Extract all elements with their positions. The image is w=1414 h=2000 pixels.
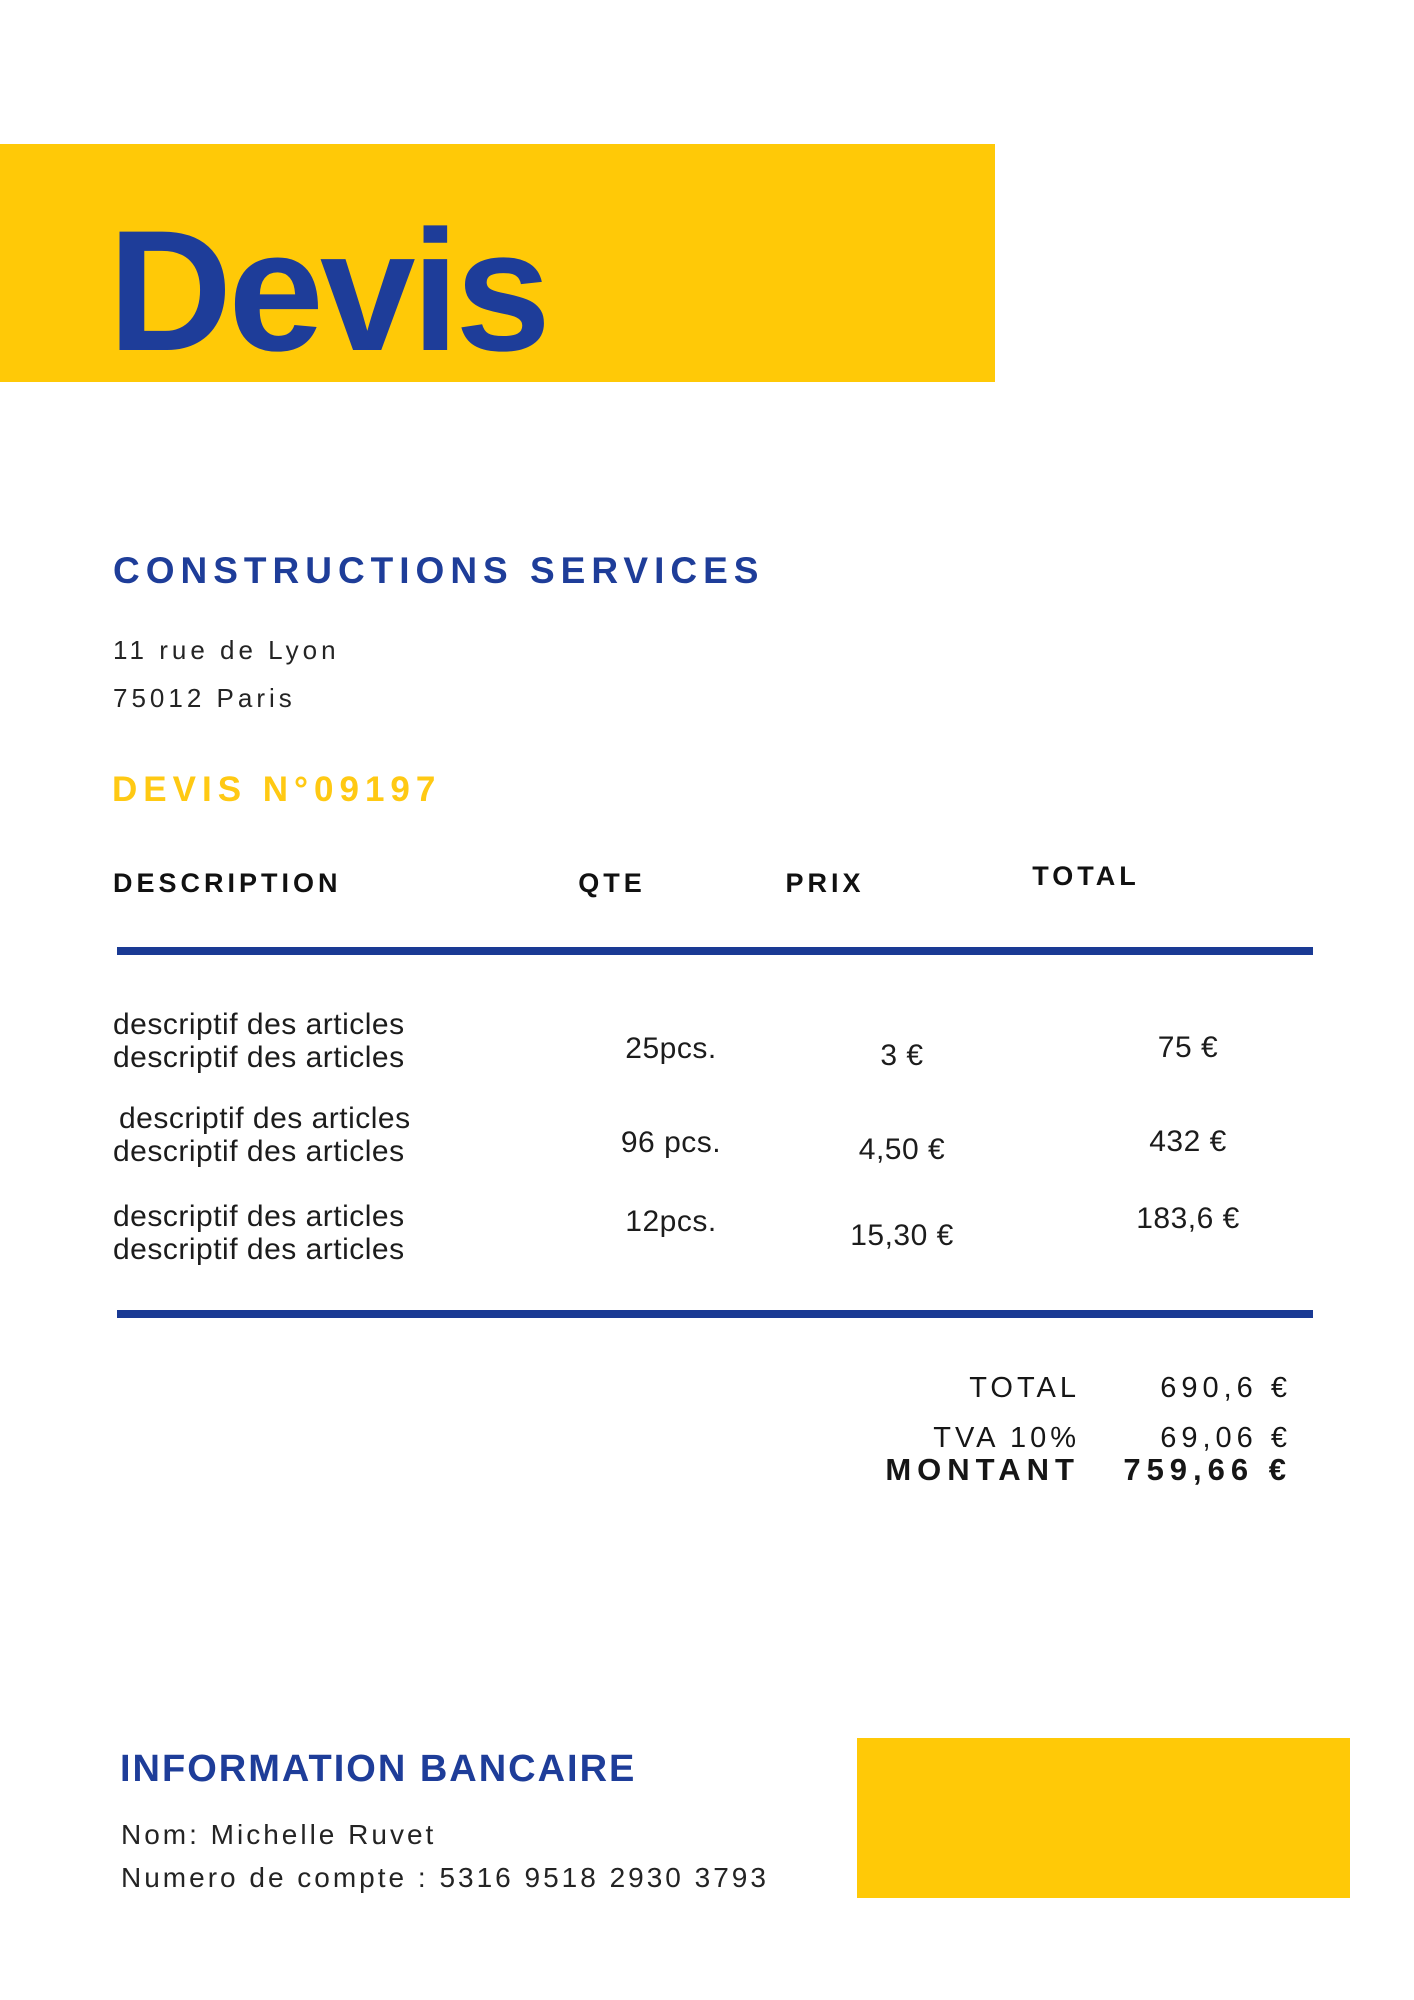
table-row-1-total: 75 € bbox=[1157, 1031, 1219, 1064]
row-description-line: descriptif des articles bbox=[119, 1102, 411, 1135]
company-address-line1: 11 rue de Lyon bbox=[113, 635, 340, 665]
table-bottom-rule bbox=[117, 1310, 1313, 1318]
row-description-line: descriptif des articles bbox=[113, 1200, 405, 1233]
column-header-description: DESCRIPTION bbox=[113, 868, 342, 898]
tax-value: 69,06 € bbox=[1160, 1422, 1292, 1454]
table-row-1-qty: 25pcs. bbox=[625, 1032, 717, 1065]
table-row-2-qty: 96 pcs. bbox=[620, 1126, 722, 1159]
subtotal-label: TOTAL bbox=[969, 1372, 1080, 1404]
table-row-3-total: 183,6 € bbox=[1136, 1202, 1240, 1235]
column-header-price: PRIX bbox=[785, 868, 865, 898]
table-row-2-description bbox=[113, 1102, 539, 1168]
table-row-3-qty: 12pcs. bbox=[625, 1205, 717, 1238]
quote-number: DEVIS N°09197 bbox=[112, 770, 442, 809]
bank-account-number: Numero de compte : 5316 9518 2930 3793 bbox=[121, 1862, 769, 1893]
row-description-line: descriptif des articles bbox=[113, 1041, 405, 1074]
table-row-1-description bbox=[113, 1008, 533, 1074]
column-header-qty: QTE bbox=[578, 868, 646, 898]
grand-total-label: MONTANT bbox=[885, 1452, 1080, 1487]
subtotal-value: 690,6 € bbox=[1160, 1372, 1292, 1404]
bank-info-heading: INFORMATION BANCAIRE bbox=[120, 1748, 637, 1790]
table-row-3-price: 15,30 € bbox=[850, 1219, 954, 1252]
table-row-2-price: 4,50 € bbox=[858, 1133, 946, 1166]
tax-label: TVA 10% bbox=[933, 1422, 1080, 1454]
table-row-3-description bbox=[113, 1200, 533, 1266]
table-row-2-total: 432 € bbox=[1149, 1125, 1227, 1158]
row-description-line: descriptif des articles bbox=[113, 1008, 405, 1041]
row-description-line: descriptif des articles bbox=[113, 1135, 405, 1168]
document-title: Devis bbox=[108, 195, 547, 387]
footer-yellow-rect bbox=[857, 1738, 1350, 1898]
table-top-rule bbox=[117, 947, 1313, 955]
company-address-line2: 75012 Paris bbox=[113, 683, 296, 713]
column-header-total: TOTAL bbox=[1032, 861, 1140, 891]
table-row-1-price: 3 € bbox=[880, 1039, 924, 1072]
bank-account-holder: Nom: Michelle Ruvet bbox=[121, 1819, 437, 1850]
row-description-line: descriptif des articles bbox=[113, 1233, 405, 1266]
company-name: CONSTRUCTIONS SERVICES bbox=[113, 550, 765, 591]
grand-total-value: 759,66 € bbox=[1123, 1452, 1292, 1487]
